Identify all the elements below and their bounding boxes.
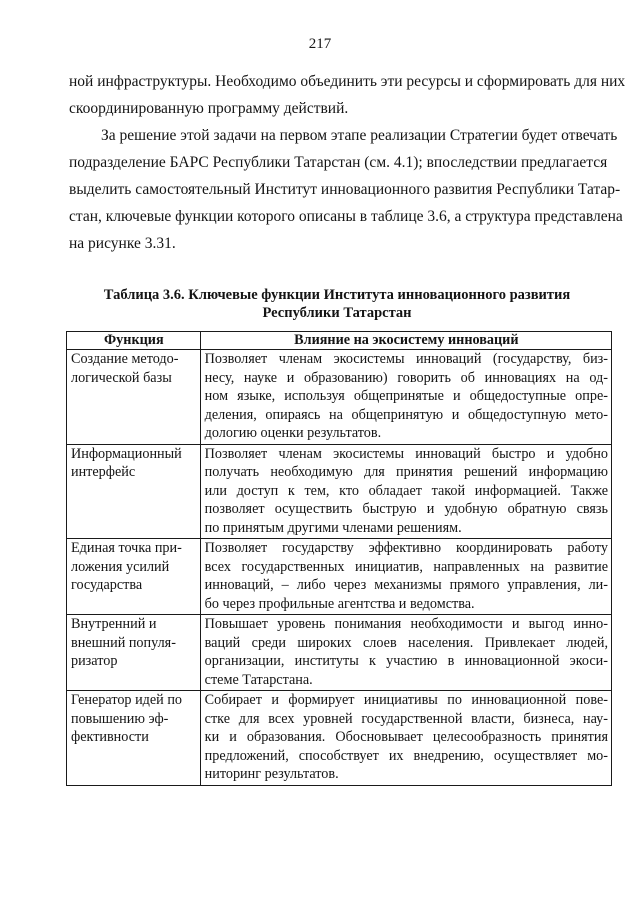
cell-line: ложения усилий — [71, 558, 170, 575]
impact-cell — [200, 539, 611, 615]
table-row — [67, 615, 612, 691]
cell-line: позволяет осуществить быструю и удобную обратную связь — [204, 501, 608, 517]
paragraph-line: За решение этой задачи на первом этапе реализации Стратегии будет отвечать — [101, 127, 618, 144]
cell-line: Позволяет государству эффективно координировать работу — [204, 540, 608, 556]
function-cell — [67, 350, 201, 445]
table-row — [67, 691, 612, 786]
cell-line: или доступ к тем, кто обладает такой информацией. Также — [204, 482, 608, 499]
function-cell — [67, 691, 201, 786]
impact-cell — [200, 444, 611, 539]
paragraph-line: скоординированную программу действий. — [69, 100, 349, 117]
cell-line: Позволяет членам экосистемы инноваций быстро и удобно — [204, 445, 608, 462]
cell-line: Единая точка при- — [71, 540, 182, 556]
cell-line: интерфейс — [71, 464, 136, 480]
cell-line: организации, институты к участию в инновационной экоси- — [204, 653, 608, 669]
cell-line: получать необходимую для принятия решений информацию — [204, 464, 608, 480]
cell-line: Внутренний и — [71, 616, 157, 632]
cell-line: несу, науке и образованию) говорить об инновациях на од- — [204, 369, 608, 386]
cell-line: ваций среди широких слоев населения. Привлекает людей, — [204, 634, 608, 651]
cell-line: Позволяет членам экосистемы инноваций (государству, биз- — [204, 351, 608, 367]
paragraph-line: выделить самостоятельный Институт инновационного развития Республики Татар- — [69, 181, 621, 198]
cell-line: предложений, способствует их внедрению, осуществляет мо- — [204, 747, 608, 764]
impact-cell — [200, 615, 611, 691]
table-caption-line: Таблица 3.6. Ключевые функции Института инновационного развития — [103, 287, 571, 303]
cell-line: инноваций, – либо через механизмы прямого управления, ли- — [204, 577, 608, 593]
cell-line: ниторинг результатов. — [204, 766, 339, 782]
cell-line: стке для всех уровней государственной власти, бизнеса, нау- — [204, 710, 608, 727]
impact-cell — [200, 691, 611, 786]
paragraph-1 — [69, 68, 626, 122]
paragraph-line: ной инфраструктуры. Необходимо объединить эти ресурсы и сформировать для них — [69, 73, 626, 90]
cell-line: дологию оценки результатов. — [204, 425, 382, 441]
table-header-row — [67, 332, 612, 350]
cell-line: повышению эф- — [71, 710, 169, 727]
functions-table — [66, 331, 612, 786]
function-cell — [67, 615, 201, 691]
cell-line: Информационный — [71, 445, 182, 462]
cell-line: Повышает уровень понимания необходимости и выгод инно- — [204, 616, 608, 632]
cell-line: государства — [71, 577, 143, 593]
impact-cell — [200, 350, 611, 445]
cell-line: Генератор идей по — [71, 692, 183, 708]
cell-line: внешний популя- — [71, 634, 176, 651]
cell-line: стеме Татарстана. — [204, 671, 313, 688]
function-cell — [67, 539, 201, 615]
paragraph-line: на рисунке 3.31. — [69, 235, 176, 252]
table-caption — [69, 286, 605, 322]
cell-line: логической базы — [71, 369, 172, 386]
cell-line: деления, опираясь на общепринятую и общедоступную мето- — [204, 406, 608, 423]
table-caption-line: Республики Татарстан — [262, 305, 412, 321]
table-row — [67, 350, 612, 445]
paragraph-line: подразделение БАРС Республики Татарстан (см. 4.1); впоследствии предлагается — [69, 154, 608, 171]
column-header-impact: Влияние на экосистему инноваций — [200, 332, 611, 350]
cell-line: Создание методо- — [71, 351, 179, 367]
cell-line: ризатор — [71, 653, 118, 669]
function-cell — [67, 444, 201, 539]
cell-line: бо через профильные агентства и ведомства. — [204, 595, 475, 612]
paragraph-2 — [69, 122, 623, 257]
cell-line: фективности — [71, 729, 149, 745]
cell-line: ном языке, используя общепринятые и общедоступные опре- — [204, 388, 608, 404]
paragraph-line: стан, ключевые функции которого описаны в таблице 3.6, а структура представлена — [69, 208, 623, 225]
column-header-function: Функция — [67, 332, 201, 350]
cell-line: ки и образования. Обосновывает целесообразность принятия — [204, 729, 608, 745]
table-row — [67, 444, 612, 539]
page-number: 217 — [308, 36, 332, 52]
cell-line: по принятым другими членами решениям. — [204, 519, 462, 536]
cell-line: Собирает и формирует инициативы по инновационной пове- — [204, 692, 608, 708]
cell-line: всех государственных инициатив, направленных на развитие — [204, 558, 608, 575]
table-row — [67, 539, 612, 615]
